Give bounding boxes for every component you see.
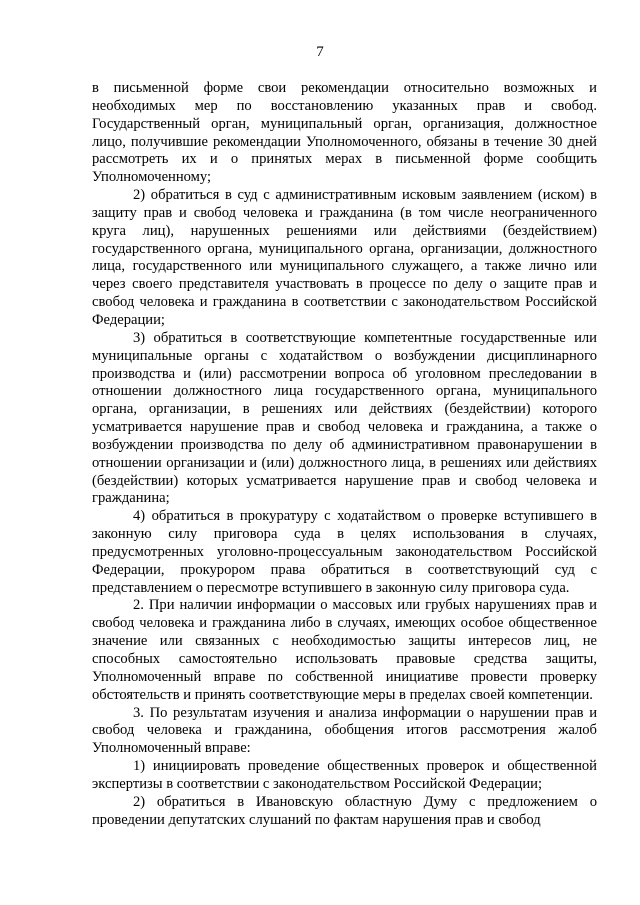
paragraph-section-3: 3. По результатам изучения и анализа информации о нарушении прав и свобод человека и гражданина, обобщения итогов рассмотрения жалоб Уполномоченный вправе: [92, 704, 597, 757]
paragraph-item-4-prosecutor: 4) обратиться в прокуратуру с ходатайством о проверке вступившего в законную силу приговора суда в целях использования в случаях, предусмотренных уголовно-процессуальным законодательством Российской Федерации, прокурором права обратиться в соответствующий суд с представлением о пересмотре вступившего в законную силу приговора суда. [92, 508, 597, 596]
page-number: 7 [316, 44, 324, 60]
paragraph-item-3-disciplinary: 3) обратиться в соответствующие компетентные государственные или муниципальные органы с ходатайством о возбуждении дисциплинарного производства и (или) рассмотрении вопроса об уголовном преследовании в отношении должностного лица государственного органа, муниципального органа, организации, в решениях или действиях (бездействии) которого усматривается нарушение прав и свобод человека и гражданина, а также о возбуждении производства по делу об административном правонарушении в отношении организации и (или) должностного лица, в решениях или действиях (бездействии) которых усматривается нарушение прав и свобод человека и гражданина; [92, 329, 597, 507]
paragraph-subitem-2-duma: 2) обратиться в Ивановскую областную Думу с предложением о проведении депутатских слушаний по фактам нарушения прав и свобод [92, 793, 597, 828]
document-body [92, 80, 597, 829]
paragraph-subitem-1-inspections: 1) инициировать проведение общественных проверок и общественной экспертизы в соответствии с законодательством Российской Федерации; [92, 758, 597, 792]
paragraph-section-2: 2. При наличии информации о массовых или грубых нарушениях прав и свобод человека и гражданина либо в случаях, имеющих особое общественное значение или связанных с необходимостью защиты интересов лиц, не способных самостоятельно использовать правовые средства защиты, Уполномоченный вправе по собственной инициативе провести проверку обстоятельств и принять соответствующие меры в пределах своей компетенции. [92, 597, 597, 703]
paragraph-continuation: в письменной форме свои рекомендации относительно возможных и необходимых мер по восстановлению указанных прав и свобод. Государственный орган, муниципальный орган, организация, должностное лицо, получившие рекомендации Уполномоченного, обязаны в течение 30 дней рассмотреть их и о принятых мерах в письменной форме сообщить Уполномоченному; [92, 80, 597, 186]
paragraph-item-2-court: 2) обратиться в суд с административным исковым заявлением (иском) в защиту прав и свобод человека и гражданина (в том числе неограниченного круга лиц), нарушенных решениями или действиями (бездействием) государственного органа, муниципального органа, организации, должностного лица, государственного или муниципального служащего, а также лично или через своего представителя участвовать в процессе по делу о защите прав и свобод человека и гражданина в соответствии с законодательством Российской Федерации; [92, 187, 597, 328]
